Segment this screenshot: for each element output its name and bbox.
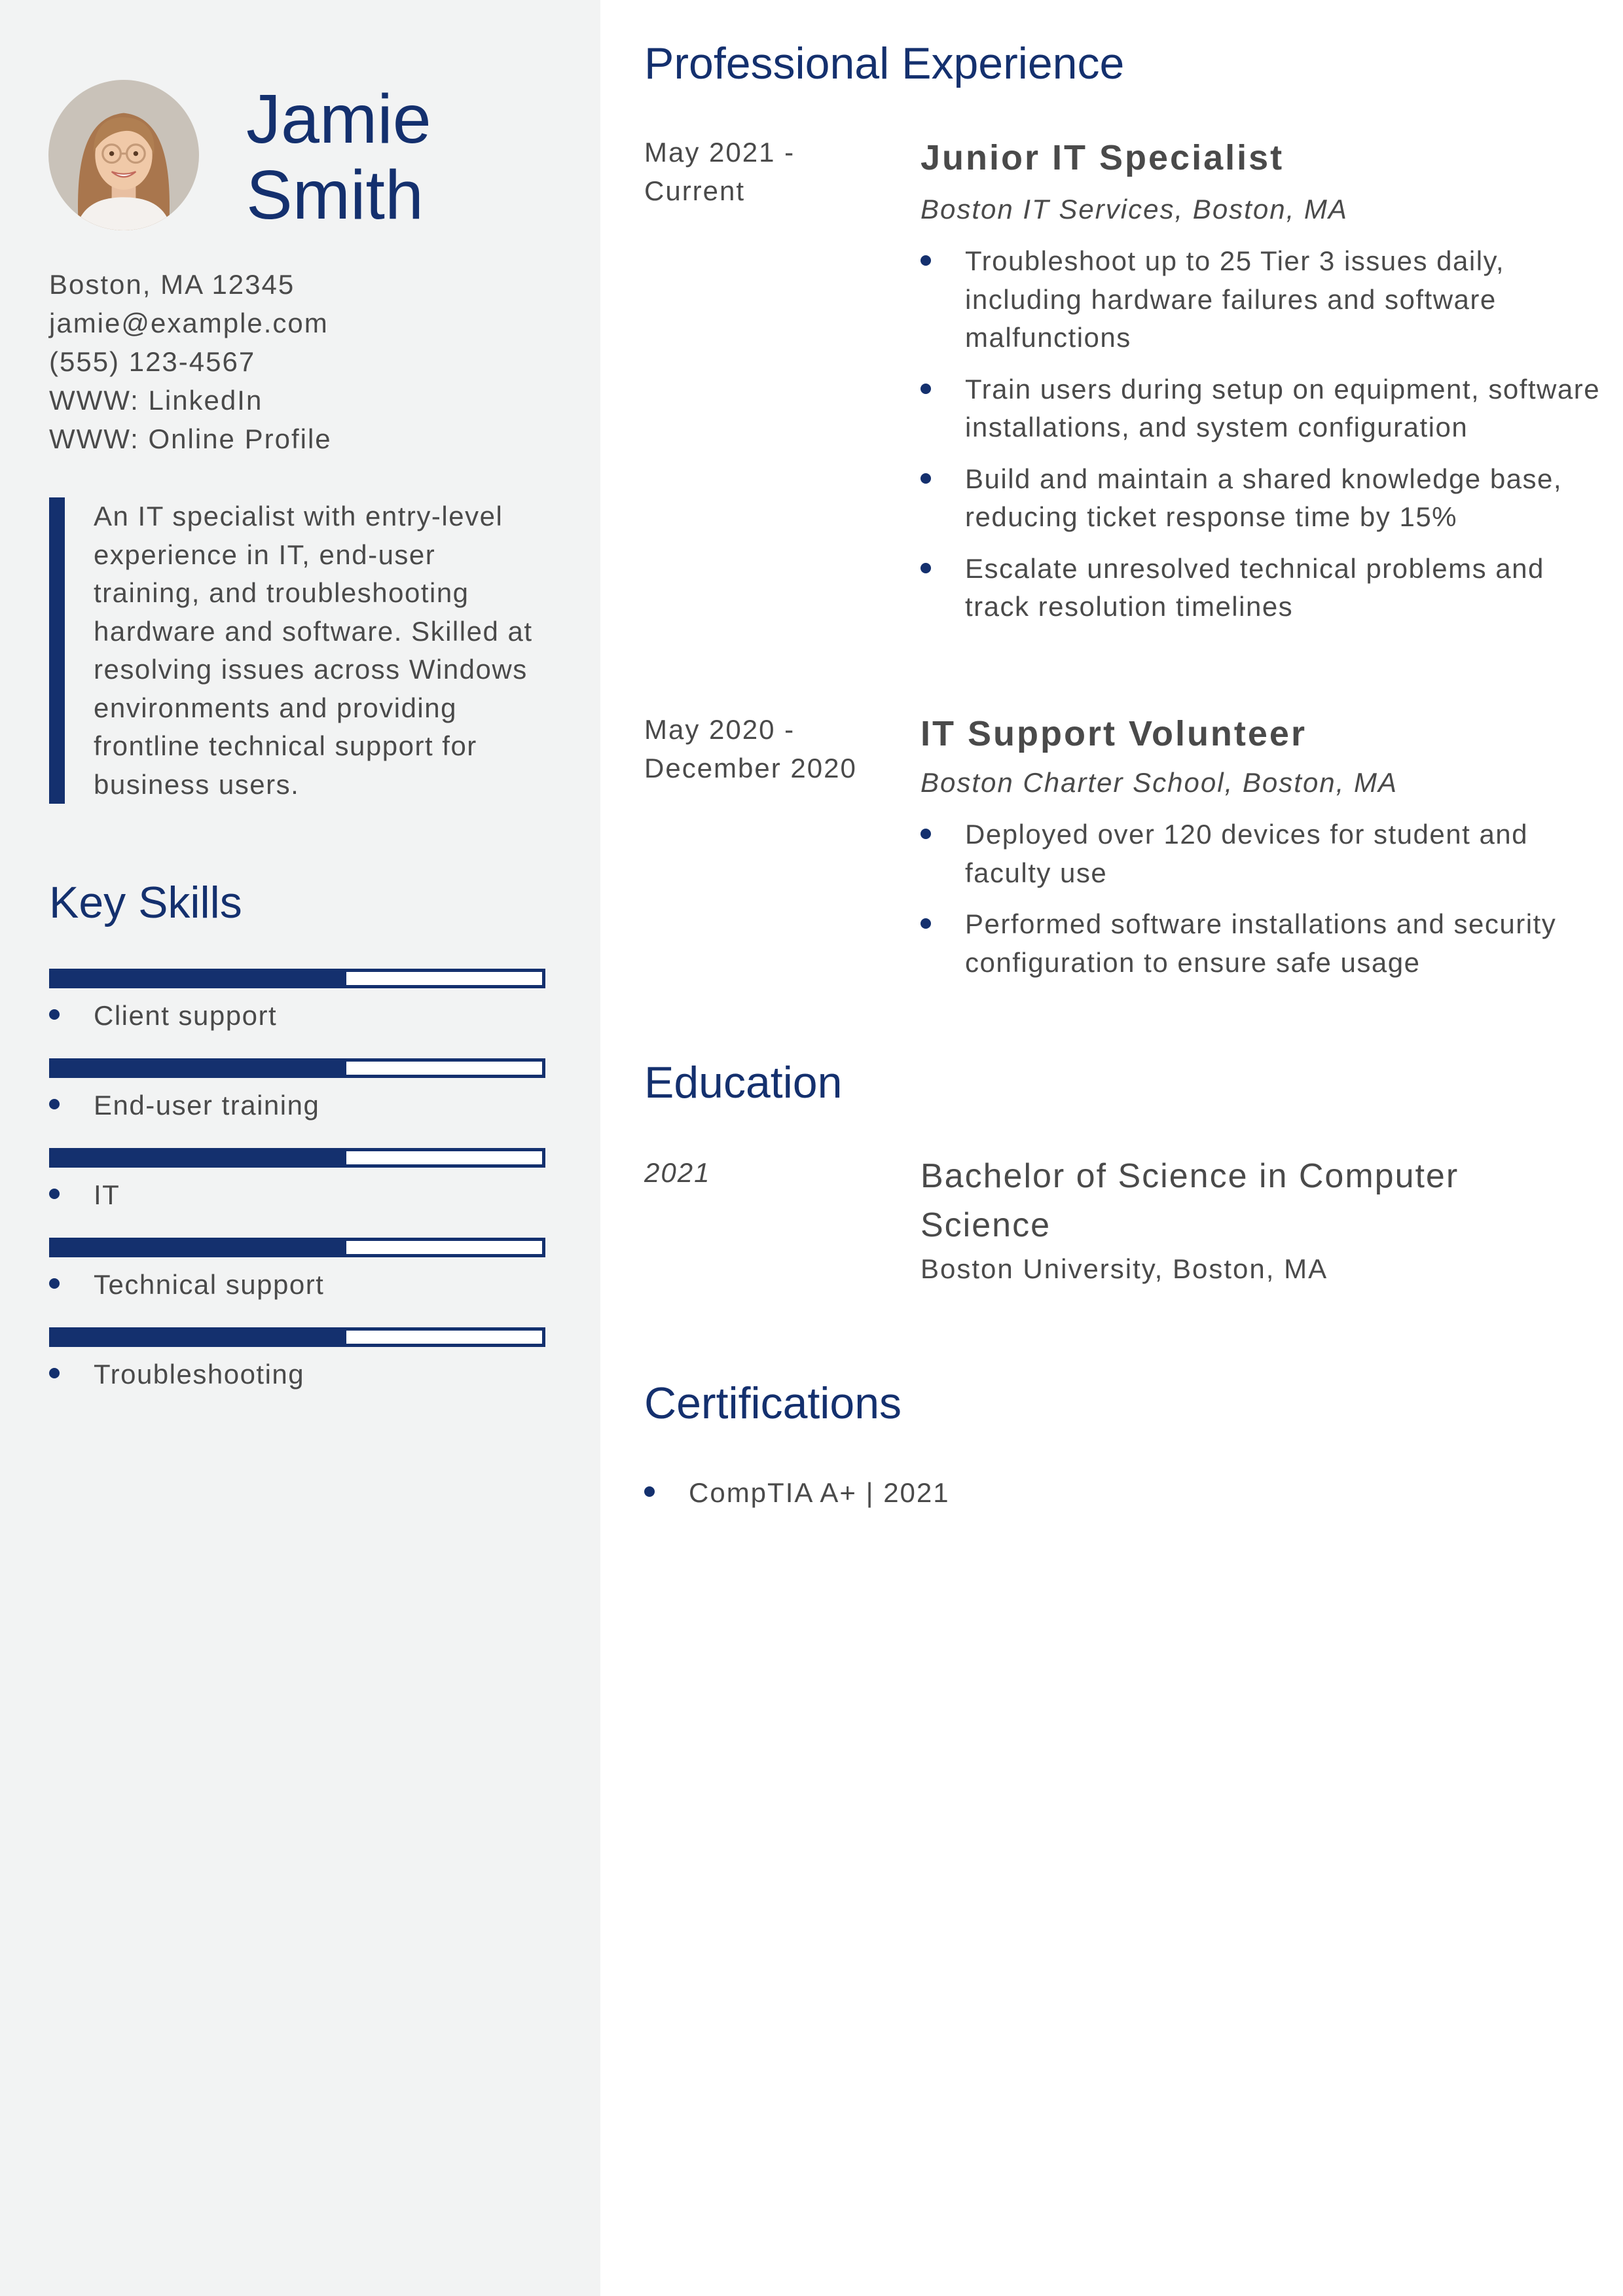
skill-label: IT (94, 1179, 120, 1210)
job-bullet-text: Deployed over 120 devices for student and faculty use (965, 819, 1529, 888)
skill-level-fill (52, 1331, 346, 1344)
skill-item (49, 1058, 545, 1148)
skill-level-bar (49, 1238, 545, 1257)
location: Boston, MA 12345 (49, 269, 295, 300)
bullet-dot (49, 1368, 60, 1378)
job-date-end: Current (644, 175, 746, 206)
sidebar (0, 0, 600, 2296)
skill-level-fill (52, 1062, 346, 1075)
job-bullet-text: Build and maintain a shared knowledge base, reducing ticket response time by 15% (965, 463, 1563, 532)
certification-item (644, 1477, 950, 1509)
professional-summary: An IT specialist with entry-level experience in IT, end-user training, and troubleshooting hardware and software. Skilled at resolving issues across Windows environments and providing frontline technical support for business users. (49, 497, 547, 804)
job-bullet (921, 550, 1601, 626)
bullet-dot (921, 918, 931, 929)
job-dates (644, 133, 893, 210)
bullet-dot (644, 1486, 655, 1497)
skill-item (49, 1148, 545, 1238)
email[interactable]: jamie@example.com (49, 308, 329, 338)
candidate-name (246, 81, 431, 233)
profile-photo-image (48, 80, 199, 230)
skill-item (49, 1327, 545, 1417)
linkedin-link[interactable]: WWW: LinkedIn (49, 385, 263, 416)
bullet-dot (921, 384, 931, 394)
bullet-dot (921, 255, 931, 266)
profile-photo (48, 80, 199, 230)
education-degree: Bachelor of Science in Computer Science (921, 1157, 1459, 1244)
bullet-dot (921, 829, 931, 839)
education-year: 2021 (644, 1157, 711, 1188)
job-title: IT Support Volunteer (921, 714, 1307, 753)
job-bullet (921, 242, 1601, 357)
skill-level-bar (49, 1327, 545, 1347)
bullet-dot (921, 473, 931, 484)
skill-level-bar (49, 969, 545, 988)
job-bullet (921, 370, 1601, 447)
job-date-start: May 2021 - (644, 137, 795, 168)
skill-item (49, 1238, 545, 1327)
skill-level-fill (52, 972, 346, 985)
job-bullets (921, 816, 1601, 995)
bullet-dot (49, 1278, 60, 1289)
job-bullet-text: Troubleshoot up to 25 Tier 3 issues daily, including hardware failures and software malfunctions (965, 245, 1505, 353)
last-name: Smith (246, 156, 424, 234)
job-company: Boston IT Services, Boston, MA (921, 194, 1348, 224)
skill-label: End-user training (94, 1090, 320, 1121)
bullet-dot (49, 1189, 60, 1199)
education-heading: Education (644, 1058, 843, 1107)
job-bullet-text: Train users during setup on equipment, software installations, and system configuration (965, 373, 1601, 442)
job-bullet (921, 905, 1601, 982)
skill-level-bar (49, 1148, 545, 1168)
skill-label: Technical support (94, 1269, 325, 1300)
first-name: Jamie (246, 81, 431, 158)
bullet-dot (49, 1009, 60, 1020)
contact-info (49, 265, 332, 458)
job-title: Junior IT Specialist (921, 138, 1285, 177)
certifications-heading: Certifications (644, 1378, 902, 1428)
skill-item (49, 969, 545, 1058)
job-company: Boston Charter School, Boston, MA (921, 767, 1398, 798)
job-bullet-text: Performed software installations and security configuration to ensure safe usage (965, 908, 1557, 978)
job-date-end: December 2020 (644, 753, 857, 783)
skill-level-bar (49, 1058, 545, 1078)
bullet-dot (49, 1099, 60, 1109)
job-bullet-text: Escalate unresolved technical problems and track resolution timelines (965, 552, 1544, 622)
bullet-dot (921, 563, 931, 573)
skill-label: Troubleshooting (94, 1359, 305, 1390)
job-date-start: May 2020 - (644, 714, 795, 745)
job-bullets (921, 242, 1601, 639)
online-profile-link[interactable]: WWW: Online Profile (49, 423, 332, 454)
skill-label: Client support (94, 1000, 278, 1031)
skill-level-fill (52, 1151, 346, 1164)
experience-heading: Professional Experience (644, 39, 1125, 88)
job-bullet (921, 460, 1601, 537)
phone: (555) 123-4567 (49, 346, 256, 377)
certification-text: CompTIA A+ | 2021 (689, 1477, 950, 1508)
skills-list (49, 969, 545, 1417)
skills-heading: Key Skills (49, 878, 242, 927)
education-school: Boston University, Boston, MA (921, 1253, 1328, 1284)
job-dates (644, 710, 893, 787)
job-bullet (921, 816, 1601, 892)
skill-level-fill (52, 1241, 346, 1254)
